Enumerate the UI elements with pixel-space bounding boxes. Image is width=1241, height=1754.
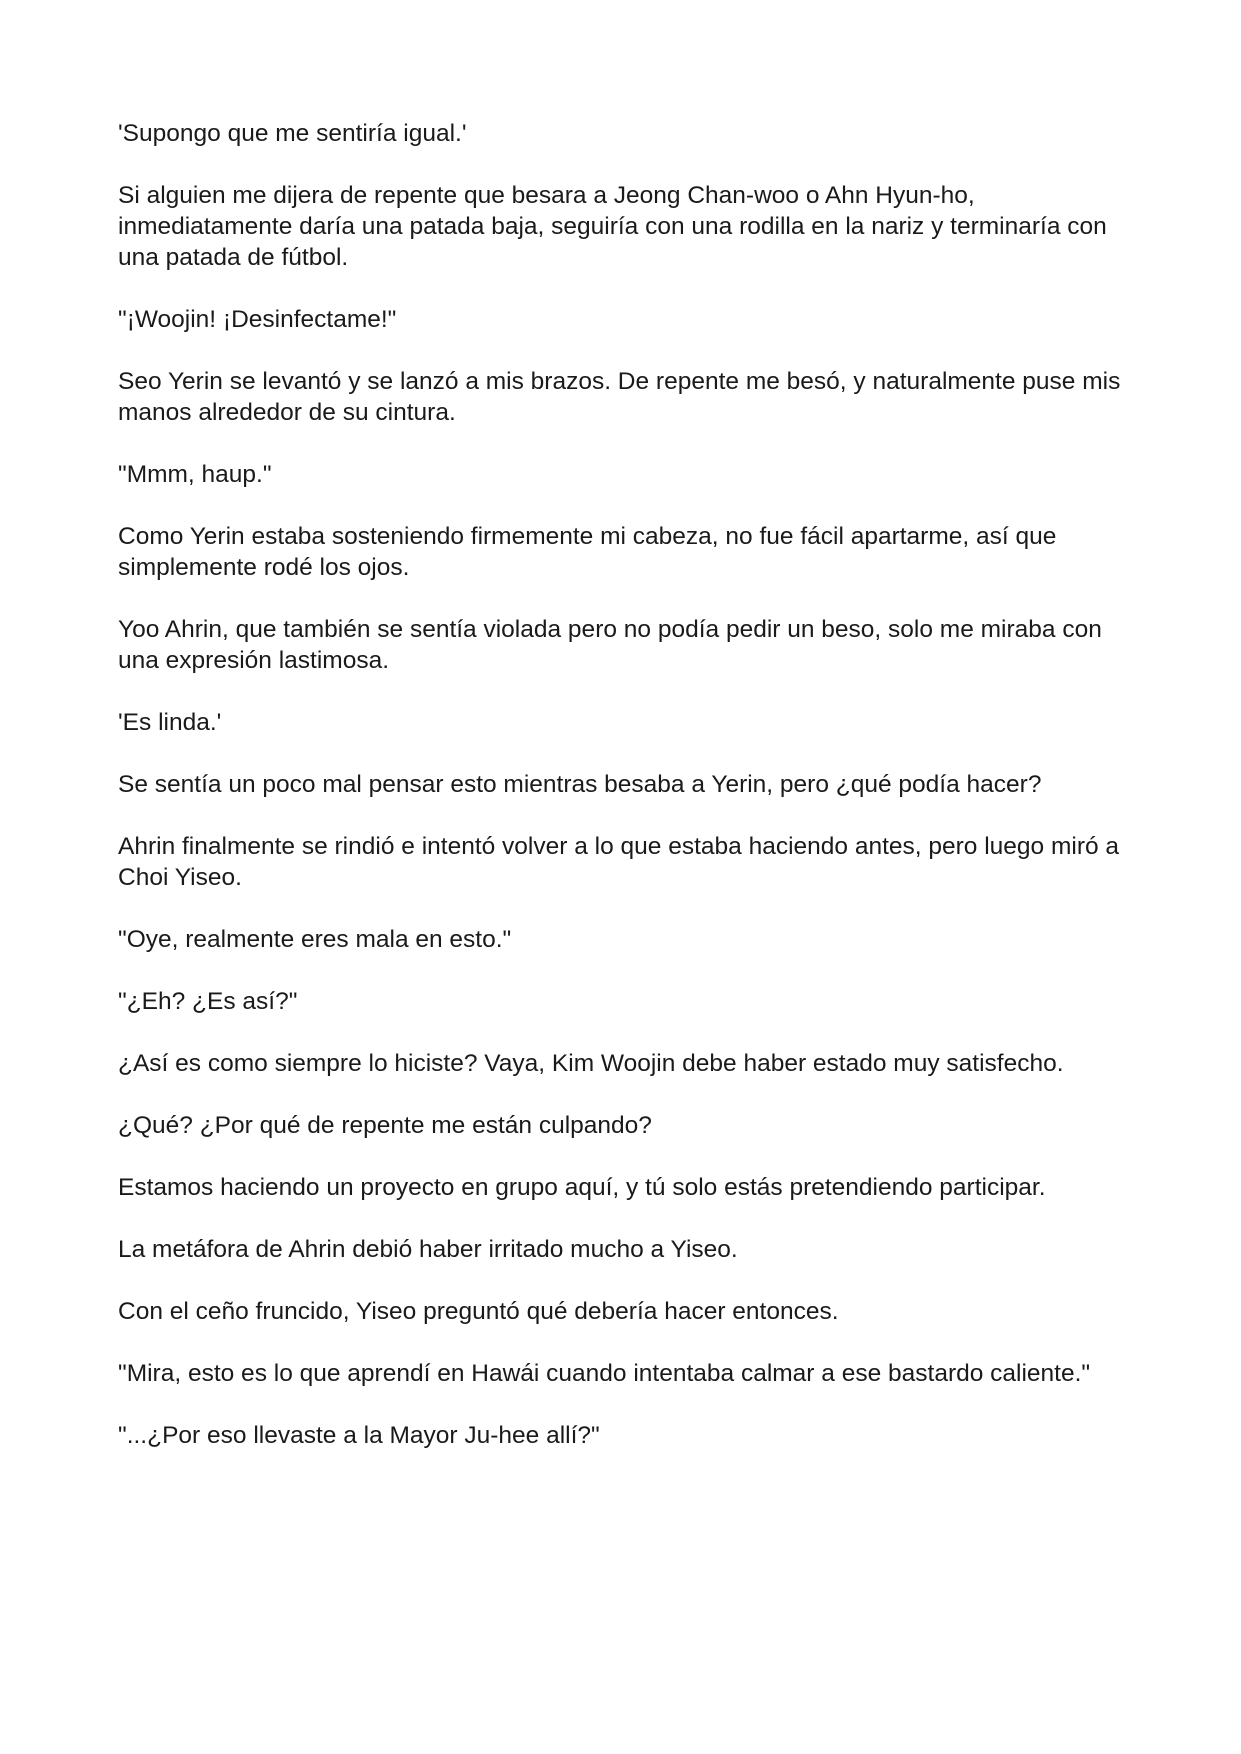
paragraph: ¿Así es como siempre lo hiciste? Vaya, Kim Woojin debe haber estado muy satisfecho.: [118, 1050, 1064, 1077]
paragraph: "Mira, esto es lo que aprendí en Hawái cuando intentaba calmar a ese bastardo caliente.": [118, 1360, 1091, 1387]
paragraph: Yoo Ahrin, que también se sentía violada pero no podía pedir un beso, solo me miraba con una expresión lastimosa.: [118, 616, 1102, 674]
paragraph: Estamos haciendo un proyecto en grupo aquí, y tú solo estás pretendiendo participar.: [118, 1174, 1046, 1201]
paragraph: Con el ceño fruncido, Yiseo preguntó qué debería hacer entonces.: [118, 1298, 839, 1325]
paragraph: ¿Qué? ¿Por qué de repente me están culpando?: [118, 1112, 652, 1139]
paragraph: "Mmm, haup.": [118, 461, 272, 488]
paragraph: 'Supongo que me sentiría igual.': [118, 120, 467, 147]
paragraph: "...¿Por eso llevaste a la Mayor Ju-hee allí?": [118, 1422, 600, 1449]
paragraph: Si alguien me dijera de repente que besara a Jeong Chan-woo o Ahn Hyun-ho, inmediatamente daría una patada baja, seguiría con una rodilla en la nariz y terminaría con una patada de fútbol.: [118, 182, 1107, 271]
paragraph: La metáfora de Ahrin debió haber irritado mucho a Yiseo.: [118, 1236, 738, 1263]
paragraph: Ahrin finalmente se rindió e intentó volver a lo que estaba haciendo antes, pero luego miró a Choi Yiseo.: [118, 833, 1120, 891]
paragraph: Como Yerin estaba sosteniendo firmemente mi cabeza, no fue fácil apartarme, así que simplemente rodé los ojos.: [118, 523, 1057, 581]
paragraph: 'Es linda.': [118, 709, 222, 736]
paragraph: "Oye, realmente eres mala en esto.": [118, 926, 512, 953]
document-body: [118, 118, 1128, 1482]
paragraph: Se sentía un poco mal pensar esto mientras besaba a Yerin, pero ¿qué podía hacer?: [118, 771, 1042, 798]
paragraph: "¡Woojin! ¡Desinfectame!": [118, 306, 397, 333]
paragraph: Seo Yerin se levantó y se lanzó a mis brazos. De repente me besó, y naturalmente puse mis manos alrededor de su cintura.: [118, 368, 1121, 426]
paragraph: "¿Eh? ¿Es así?": [118, 988, 298, 1015]
